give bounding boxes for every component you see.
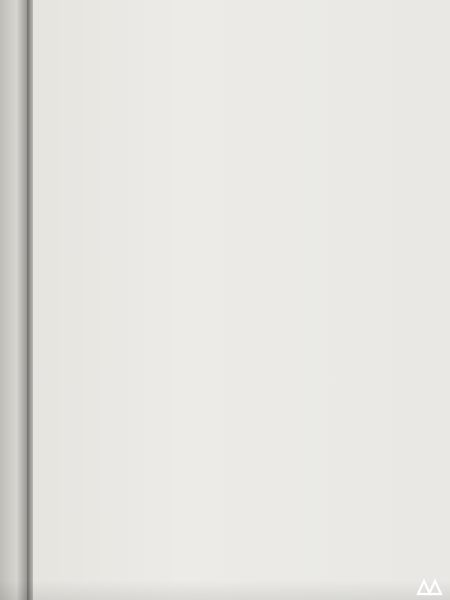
bazar-logo-icon [416, 578, 444, 596]
page-bottom-shadow [0, 580, 450, 600]
user-watermark [0, 0, 314, 24]
page-fold-shadow [27, 0, 33, 600]
adjacent-page-edge [0, 0, 30, 600]
